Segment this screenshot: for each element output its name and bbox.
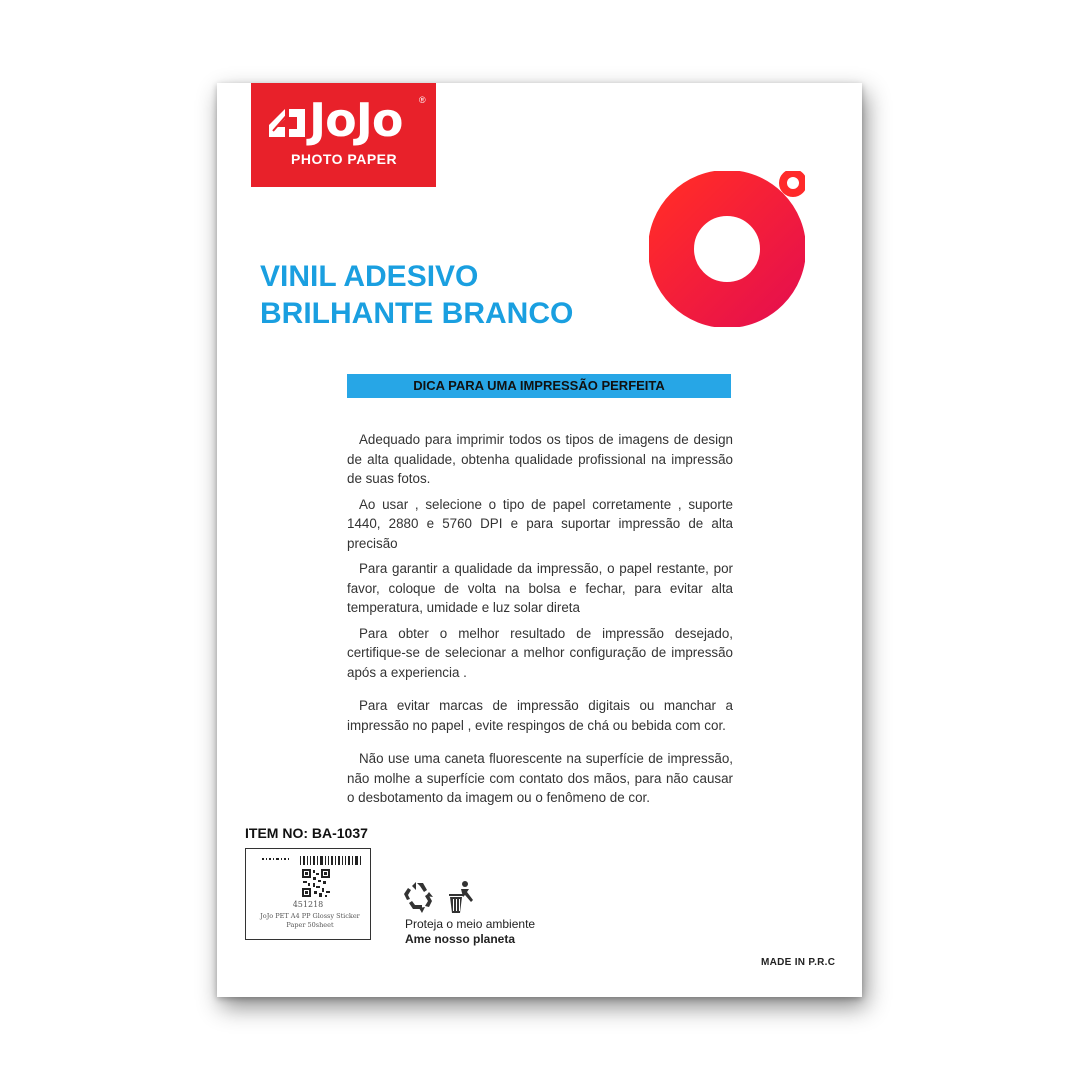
barcode-icon — [262, 855, 364, 865]
product-title-line1: VINIL ADESIVO — [260, 260, 479, 293]
item-number: ITEM NO: BA-1037 — [245, 825, 368, 841]
brand-logo — [251, 83, 436, 187]
recycle-icon — [404, 882, 433, 913]
red-ring-graphic — [649, 171, 805, 327]
registered-mark: ® — [419, 95, 426, 105]
product-title-line2: BRILHANTE BRANCO — [260, 297, 574, 330]
trash-bin-icon — [449, 881, 473, 913]
product-sheet — [217, 83, 862, 997]
sticker-description: JoJo PET A4 PP Glossy Sticker Paper 50sheet — [260, 912, 360, 929]
country-of-origin: MADE IN P.R.C — [761, 957, 836, 968]
eco-icons — [403, 880, 477, 916]
tip-paragraph: Não use uma caneta fluorescente na superfície de impressão, não molhe a superfície com contato dos mãos, para não causar o desbotamento da imagem ou o fenômeno de cor. — [347, 751, 733, 805]
tips-body — [347, 430, 733, 814]
tip-paragraph: Para garantir a qualidade da impressão, o papel restante, por favor, coloque de volta na bolsa e fechar, para evitar alta temperatura, umidade e luz solar direta — [347, 561, 733, 615]
tip-paragraph: Adequado para imprimir todos os tipos de imagens de design de alta qualidade, obtenha qualidade profissional na impressão de suas fotos. — [347, 432, 733, 486]
eco-message: Proteja o meio ambiente — [405, 917, 536, 931]
qr-code-icon — [302, 869, 330, 897]
tip-paragraph: Para obter o melhor resultado de impressão desejado, certifique-se de selecionar a melhor configuração de impressão após a experiencia . — [347, 625, 733, 680]
brand-tagline: PHOTO PAPER — [291, 151, 398, 167]
brand-name: JoJo — [309, 93, 403, 147]
product-sticker — [245, 848, 371, 940]
tip-paragraph: Para evitar marcas de impressão digitais ou manchar a impressão no papel , evite respingos de chá ou bebida com cor. — [347, 698, 733, 733]
product-title — [260, 258, 573, 332]
tips-header: DICA PARA UMA IMPRESSÃO PERFEITA — [347, 374, 731, 398]
tip-paragraph: Ao usar , selecione o tipo de papel corretamente , suporte 1440, 2880 e 5760 DPI e para suportar impressão de alta precisão — [347, 496, 733, 551]
eco-slogan: Ame nosso planeta — [405, 932, 516, 946]
sticker-number: 451218 — [292, 900, 324, 909]
jojo-logo-mark-icon — [265, 101, 309, 145]
